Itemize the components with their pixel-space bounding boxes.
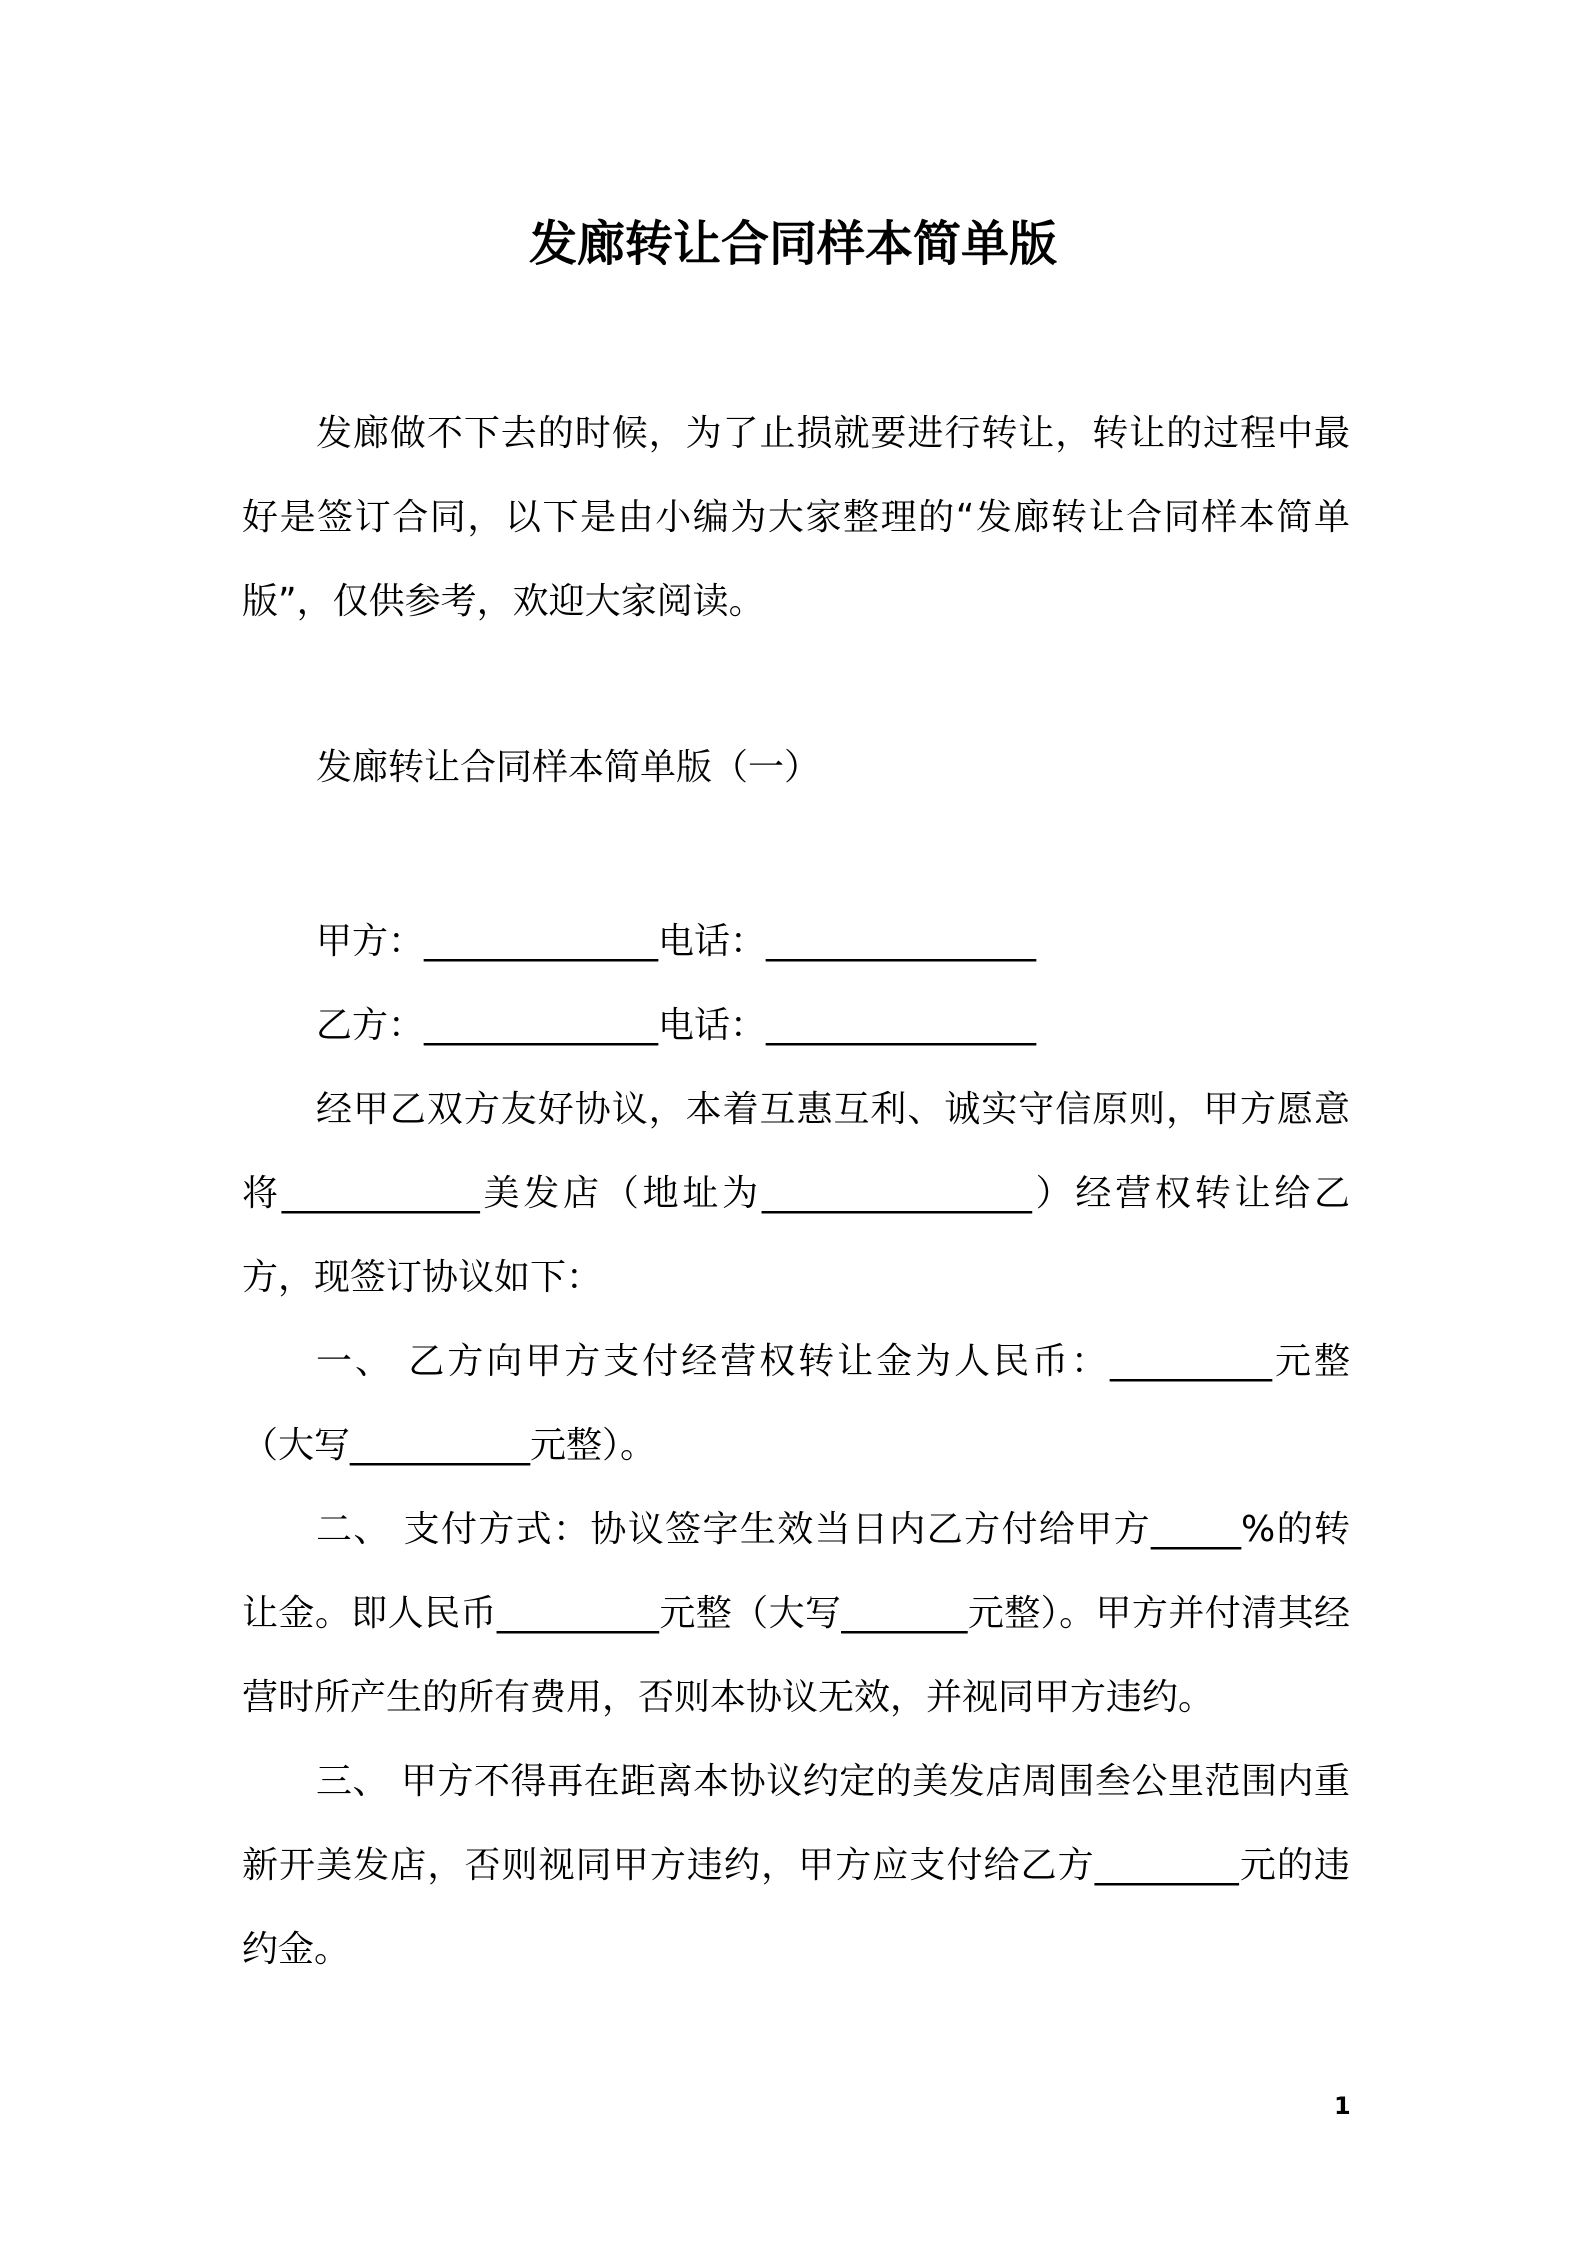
section-heading: 发廊转让合同样本简单版（一） [316,747,821,788]
agreement-paragraph: 经甲乙双方友好协议，本着互惠互利、诚实守信原则，甲方愿意将___________美发店（地址为_______________）经营权转让给乙方，现签订协议如下： [242,1089,1350,1298]
clause-2: 二、 支付方式：协议签字生效当日内乙方付给甲方_____%的转让金。即人民币_________元整（大写_______元整）。甲方并付清其经营时所产生的所有费用，否则本协议无效，并视同甲方违约。 [242,1509,1350,1718]
intro-paragraph: 发廊做不下去的时候，为了止损就要进行转让，转让的过程中最好是签订合同，以下是由小编为大家整理的“发廊转让合同样本简单版”，仅供参考，欢迎大家阅读。 [242,413,1350,622]
clause-3: 三、 甲方不得再在距离本协议约定的美发店周围叁公里范围内重新开美发店，否则视同甲方违约，甲方应支付给乙方________元的违约金。 [242,1761,1350,1970]
document-title: 发廊转让合同样本简单版 [528,216,1057,272]
page-number: 1 [1334,2092,1351,2120]
party-a-line: 甲方：_____________电话：_______________ [316,921,1037,962]
party-b-line: 乙方：_____________电话：_______________ [316,1005,1037,1046]
clause-1: 一、 乙方向甲方支付经营权转让金为人民币：_________元整（大写__________元整）。 [242,1341,1350,1466]
